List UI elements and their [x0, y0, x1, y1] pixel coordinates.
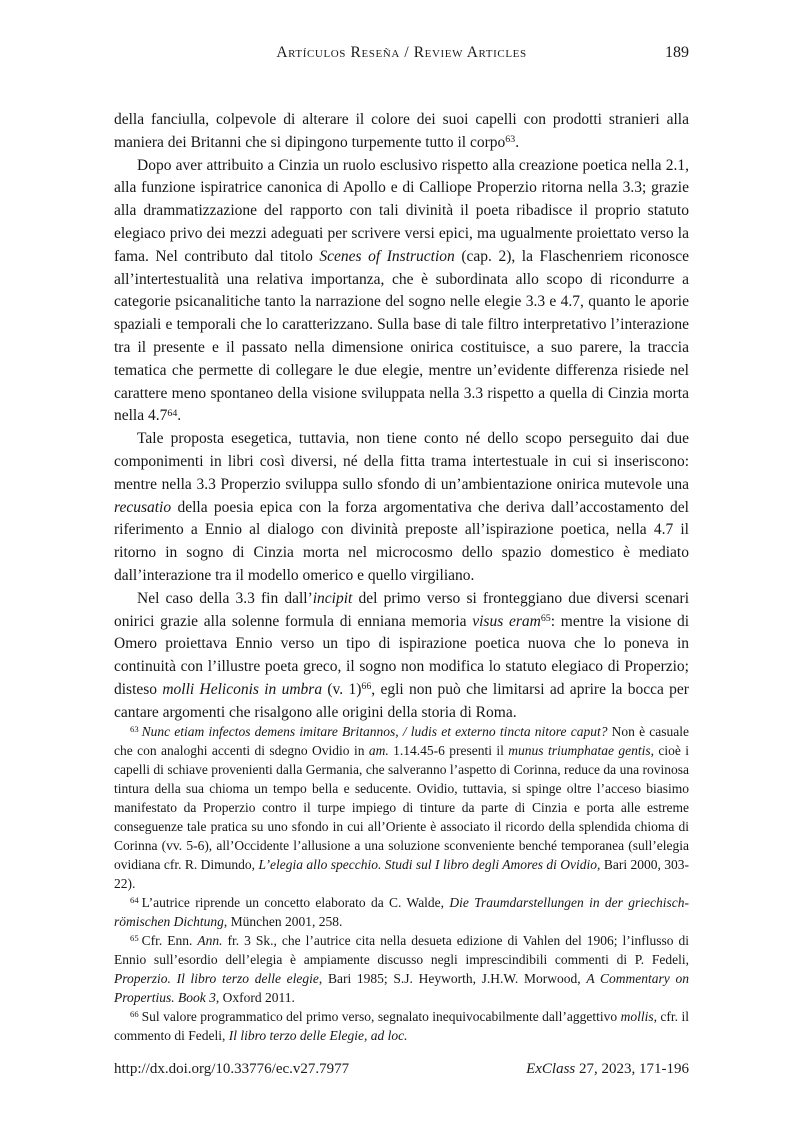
- footnote-number: 66: [130, 1009, 139, 1020]
- footnote: [114, 893, 689, 931]
- footnote-number: 63: [130, 724, 139, 735]
- footnote: [114, 1007, 689, 1045]
- text-segment: del primo verso si fronteggiano due diversi scenari onirici grazie alla solenne formula di enniana memoria: [114, 589, 689, 630]
- body-paragraph: [114, 155, 689, 429]
- text-segment: Non è casuale che con analoghi accenti di sdegno Ovidio in: [114, 724, 690, 758]
- text-segment: Cfr. Enn.: [141, 933, 198, 948]
- text-segment: della fanciulla, colpevole di alterare il colore dei suoi capelli con prodotti stranieri alla maniera dei Britanni che si dipingono turpemente tutto il corpo: [114, 111, 689, 151]
- text-segment: (cap. 2), la Flaschenriem riconosce all’intertestualità una relativa importanza, che è subordinata allo scopo di ricondurre a categorie psicanalitiche tanto la narrazione del sogno nelle elegie 3.3 e 4.7, quanto le aporie spaziali e temporali che lo caratterizzano. Sulla base di tale filtro interpretativo l’interazione tra il presente e il passato nella dimensione onirica costituisce, a suo parere, la traccia tematica che permette di collegare le due elegie, mentre un’evidente differenza risiede nel carattere meno spontaneo della visione sviluppata nella 3.3 rispetto a quella di Cinzia morta nella 4.7: [114, 247, 689, 425]
- text-segment: Dopo aver attribuito a Cinzia un ruolo esclusivo rispetto alla creazione poetica nella 2.1, alla funzione ispiratrice canonica di Apollo e di Calliope Properzio ritorna nella 3.3; grazie alla drammatizzazione del rapporto con tali divinità il poeta ribadisce il proprio statuto elegiaco privo dei mezzi adeguati per scrivere versi epici, ma ugualmente proiettato verso la fama. Nel contributo dal titolo: [114, 156, 689, 265]
- footnote-number: 65: [130, 933, 139, 944]
- text-segment: Il libro terzo delle Elegie, ad loc.: [228, 1028, 408, 1043]
- text-segment: , cioè i capelli di schiave provenienti dalla Germania, che salveranno l’aspetto di Corinna, reduce da una rovinosa tintura della sua chioma un tempo bella e seducente. Ovidio, tuttavia, si spinge oltre l’acceso biasimo manifestato da Properzio contro il turpe impiego di tinture da parte di Cinzia e porta alle estreme conseguenze tale pratica su uno sfondo in cui all’Oriente è associato il ricordo della splendida chioma di Corinna (vv. 5-6), all’Occidente l’allusione a una soluzione sconveniente benché temporanea (sull’elegia ovidiana cfr. R. Dimundo,: [114, 743, 689, 872]
- text-segment: , cfr. il commento di Fedeli,: [114, 1009, 689, 1043]
- text-segment: fr. 3 Sk., che l’autrice cita nella desueta edizione di Vahlen del 1906; l’influsso di Ennio sull’esordio dell’elegia è ampiamente discusso negli imprescindibili commenti di P. Fedeli,: [114, 933, 689, 967]
- text-segment: Sul valore programmatico del primo verso, segnalato inequivocabilmente dall’aggettivo: [141, 1009, 621, 1024]
- text-segment: Ann.: [197, 933, 223, 948]
- footnotes-section: [114, 722, 689, 1045]
- text-segment: Tale proposta esegetica, tuttavia, non tiene conto né dello scopo perseguito dai due componimenti in libri così diversi, né della fitta trama intertestuale in cui si inseriscono: mentre nella 3.3 Properzio sviluppa sullo sfondo di un’ambientazione onirica mutevole una: [114, 430, 689, 493]
- text-segment: molli Heliconis in umbra: [162, 680, 323, 698]
- text-segment: incipit: [312, 589, 353, 607]
- text-segment: L’elegia allo specchio. Studi sul I libro degli Amores di Ovidio: [258, 857, 598, 872]
- text-segment: : mentre la visione di Omero proiettava Ennio verso un tipo di ispirazione poetica nuova che lo poneva in continuità con l’illustre poeta greco, il sogno non modifica lo statuto elegiaco di Properzio; disteso: [114, 612, 690, 698]
- text-segment: Scenes of Instruction: [319, 247, 455, 265]
- text-segment: Nel caso della 3.3 fin dall’: [137, 589, 313, 607]
- running-head: [114, 44, 689, 66]
- text-segment: , München 2001, 258.: [223, 914, 343, 929]
- text-segment: , Bari 1985; S.J. Heyworth, J.H.W. Morwood,: [318, 971, 587, 986]
- text-segment: visus eram: [472, 612, 541, 630]
- article-body: [114, 109, 689, 725]
- text-segment: mollis: [620, 1009, 654, 1024]
- running-head-title: Artículos Reseña / Review Articles: [276, 44, 527, 61]
- page-number: 189: [665, 44, 689, 61]
- text-segment: 27, 2023, 171-196: [575, 1061, 689, 1077]
- text-segment: L’autrice riprende un concetto elaborato da C. Walde,: [141, 895, 450, 910]
- footnote: [114, 722, 689, 893]
- text-segment: , egli non può che limitarsi ad aprire la bocca per cantare argomenti che risalgono alle origini della storia di Roma.: [114, 680, 689, 721]
- footnote: [114, 931, 689, 1007]
- text-segment: , Bari 2000, 303-22).: [114, 857, 689, 891]
- footnote-reference: 66: [361, 681, 372, 693]
- text-segment: recusatio: [114, 498, 172, 516]
- body-paragraph: [114, 588, 689, 725]
- footnote-reference: 65: [540, 613, 551, 625]
- journal-reference: [526, 1061, 689, 1078]
- doi-link[interactable]: http://dx.doi.org/10.33776/ec.v27.7977: [114, 1061, 350, 1077]
- text-segment: Properzio. Il libro terzo delle elegie: [114, 971, 319, 986]
- text-segment: della poesia epica con la forza argomentativa che deriva dall’accostamento del riferimento a Ennio al dialogo con divinità preposte all’ispirazione poetica, nella 4.7 il ritorno in sogno di Cinzia morta nel microcosmo dello spazio domestico è mediato dall’interazione tra il modello omerico e quello virgiliano.: [114, 498, 689, 584]
- text-segment: Die Traumdarstellungen in der griechisch-römischen Dichtung: [114, 895, 689, 929]
- body-paragraph: [114, 109, 689, 155]
- page-footer: [114, 1061, 689, 1078]
- footnote-number: 64: [130, 895, 139, 906]
- text-segment: ExClass: [526, 1061, 576, 1077]
- text-segment: .: [515, 133, 520, 151]
- text-segment: Nunc etiam infectos demens imitare Britannos, / ludis et externo tincta nitore caput?: [141, 724, 608, 739]
- text-segment: am.: [368, 743, 389, 758]
- text-segment: (v. 1): [322, 680, 362, 698]
- text-segment: A Commentary on Propertius. Book 3: [114, 971, 690, 1005]
- footnote-reference: 63: [505, 134, 516, 146]
- body-paragraph: [114, 428, 689, 588]
- text-segment: 1.14.45-6 presenti il: [388, 743, 509, 758]
- text-segment: , Oxford 2011.: [215, 990, 295, 1005]
- text-segment: .: [177, 407, 182, 425]
- footnote-reference: 64: [167, 407, 178, 419]
- text-segment: munus triumphatae gentis: [508, 743, 651, 758]
